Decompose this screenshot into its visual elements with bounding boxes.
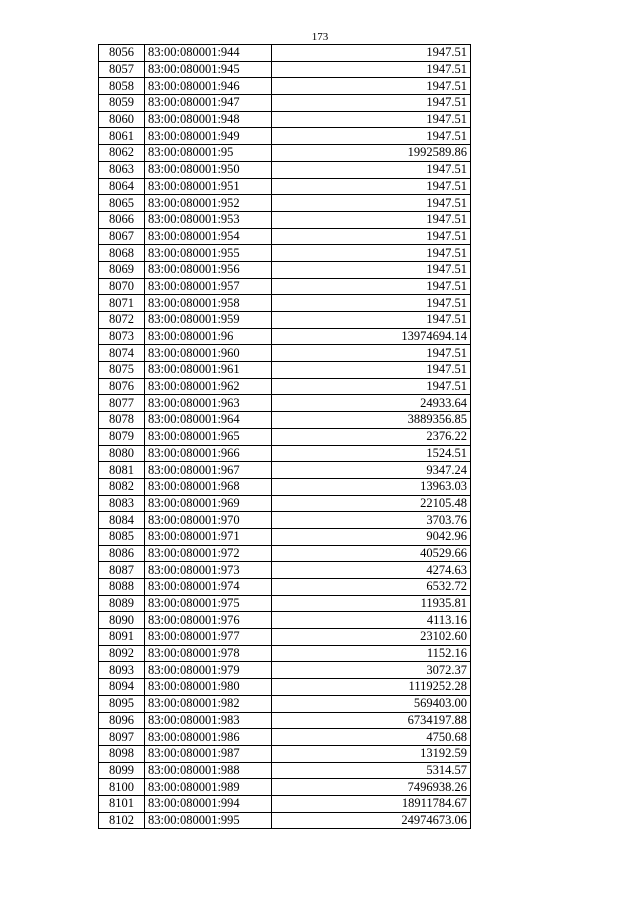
row-number-cell: 8068: [99, 245, 145, 262]
row-number-cell: 8064: [99, 178, 145, 195]
cadastral-value-cell: 24933.64: [272, 395, 471, 412]
row-number-cell: 8086: [99, 545, 145, 562]
row-number-cell: 8067: [99, 228, 145, 245]
cadastral-value-cell: 1119252.28: [272, 679, 471, 696]
cadastral-number-cell: 83:00:080001:987: [145, 745, 272, 762]
row-number-cell: 8081: [99, 462, 145, 479]
cadastral-number-cell: 83:00:080001:953: [145, 211, 272, 228]
cadastral-number-cell: 83:00:080001:988: [145, 762, 272, 779]
row-number-cell: 8063: [99, 161, 145, 178]
cadastral-value-cell: 6734197.88: [272, 712, 471, 729]
table-row: [99, 145, 471, 162]
row-number-cell: 8075: [99, 362, 145, 379]
cadastral-number-cell: 83:00:080001:967: [145, 462, 272, 479]
table-row: [99, 195, 471, 212]
cadastral-value-table: [98, 44, 471, 829]
cadastral-value-cell: 9042.96: [272, 528, 471, 545]
cadastral-value-cell: 4113.16: [272, 612, 471, 629]
table-row: [99, 729, 471, 746]
cadastral-number-cell: 83:00:080001:995: [145, 812, 272, 829]
cadastral-value-cell: 1152.16: [272, 645, 471, 662]
row-number-cell: 8088: [99, 579, 145, 596]
table-row: [99, 579, 471, 596]
row-number-cell: 8073: [99, 328, 145, 345]
cadastral-value-cell: 1947.51: [272, 161, 471, 178]
row-number-cell: 8066: [99, 211, 145, 228]
cadastral-value-cell: 3889356.85: [272, 412, 471, 429]
row-number-cell: 8078: [99, 412, 145, 429]
cadastral-value-cell: 7496938.26: [272, 779, 471, 796]
table-row: [99, 562, 471, 579]
row-number-cell: 8061: [99, 128, 145, 145]
cadastral-value-cell: 6532.72: [272, 579, 471, 596]
row-number-cell: 8060: [99, 111, 145, 128]
cadastral-value-cell: 1947.51: [272, 362, 471, 379]
page-number: 173: [311, 31, 329, 43]
table-row: [99, 378, 471, 395]
table-row: [99, 412, 471, 429]
cadastral-number-cell: 83:00:080001:946: [145, 78, 272, 95]
cadastral-number-cell: 83:00:080001:954: [145, 228, 272, 245]
cadastral-number-cell: 83:00:080001:948: [145, 111, 272, 128]
table-row: [99, 362, 471, 379]
cadastral-value-cell: 11935.81: [272, 595, 471, 612]
cadastral-value-cell: 1947.51: [272, 278, 471, 295]
cadastral-number-cell: 83:00:080001:963: [145, 395, 272, 412]
row-number-cell: 8092: [99, 645, 145, 662]
row-number-cell: 8087: [99, 562, 145, 579]
cadastral-number-cell: 83:00:080001:964: [145, 412, 272, 429]
table-row: [99, 662, 471, 679]
cadastral-value-cell: 1947.51: [272, 195, 471, 212]
cadastral-value-cell: 22105.48: [272, 495, 471, 512]
cadastral-value-cell: 1947.51: [272, 61, 471, 78]
cadastral-number-cell: 83:00:080001:994: [145, 795, 272, 812]
row-number-cell: 8096: [99, 712, 145, 729]
cadastral-number-cell: 83:00:080001:973: [145, 562, 272, 579]
table-row: [99, 261, 471, 278]
cadastral-value-cell: 1947.51: [272, 111, 471, 128]
cadastral-number-cell: 83:00:080001:974: [145, 579, 272, 596]
row-number-cell: 8094: [99, 679, 145, 696]
table-row: [99, 278, 471, 295]
cadastral-value-cell: 1947.51: [272, 312, 471, 329]
cadastral-value-cell: 23102.60: [272, 629, 471, 646]
table-row: [99, 345, 471, 362]
table-row: [99, 612, 471, 629]
cadastral-value-cell: 1947.51: [272, 378, 471, 395]
table-row: [99, 45, 471, 62]
cadastral-value-cell: 4274.63: [272, 562, 471, 579]
cadastral-value-cell: 1947.51: [272, 45, 471, 62]
row-number-cell: 8090: [99, 612, 145, 629]
cadastral-value-cell: 3703.76: [272, 512, 471, 529]
cadastral-value-cell: 569403.00: [272, 695, 471, 712]
cadastral-value-cell: 13192.59: [272, 745, 471, 762]
cadastral-number-cell: 83:00:080001:952: [145, 195, 272, 212]
cadastral-number-cell: 83:00:080001:972: [145, 545, 272, 562]
cadastral-number-cell: 83:00:080001:969: [145, 495, 272, 512]
table-row: [99, 428, 471, 445]
table-row: [99, 295, 471, 312]
cadastral-number-cell: 83:00:080001:980: [145, 679, 272, 696]
cadastral-number-cell: 83:00:080001:958: [145, 295, 272, 312]
row-number-cell: 8091: [99, 629, 145, 646]
cadastral-number-cell: 83:00:080001:977: [145, 629, 272, 646]
table-row: [99, 245, 471, 262]
table-row: [99, 745, 471, 762]
table-row: [99, 61, 471, 78]
row-number-cell: 8059: [99, 95, 145, 112]
cadastral-value-cell: 1947.51: [272, 261, 471, 278]
cadastral-number-cell: 83:00:080001:947: [145, 95, 272, 112]
cadastral-number-cell: 83:00:080001:986: [145, 729, 272, 746]
cadastral-number-cell: 83:00:080001:960: [145, 345, 272, 362]
cadastral-number-cell: 83:00:080001:96: [145, 328, 272, 345]
cadastral-number-cell: 83:00:080001:966: [145, 445, 272, 462]
table-row: [99, 95, 471, 112]
table-row: [99, 211, 471, 228]
row-number-cell: 8057: [99, 61, 145, 78]
table-row: [99, 795, 471, 812]
cadastral-value-cell: 1947.51: [272, 295, 471, 312]
row-number-cell: 8074: [99, 345, 145, 362]
cadastral-value-cell: 3072.37: [272, 662, 471, 679]
table-row: [99, 695, 471, 712]
cadastral-number-cell: 83:00:080001:961: [145, 362, 272, 379]
row-number-cell: 8062: [99, 145, 145, 162]
row-number-cell: 8065: [99, 195, 145, 212]
cadastral-number-cell: 83:00:080001:965: [145, 428, 272, 445]
cadastral-value-cell: 1947.51: [272, 211, 471, 228]
table-row: [99, 645, 471, 662]
cadastral-number-cell: 83:00:080001:982: [145, 695, 272, 712]
row-number-cell: 8084: [99, 512, 145, 529]
cadastral-number-cell: 83:00:080001:95: [145, 145, 272, 162]
cadastral-number-cell: 83:00:080001:979: [145, 662, 272, 679]
table-row: [99, 495, 471, 512]
table-row: [99, 328, 471, 345]
row-number-cell: 8069: [99, 261, 145, 278]
cadastral-value-cell: 40529.66: [272, 545, 471, 562]
row-number-cell: 8071: [99, 295, 145, 312]
row-number-cell: 8100: [99, 779, 145, 796]
cadastral-value-cell: 1947.51: [272, 345, 471, 362]
table-row: [99, 629, 471, 646]
cadastral-value-cell: 4750.68: [272, 729, 471, 746]
table-row: [99, 762, 471, 779]
table-row: [99, 679, 471, 696]
cadastral-value-cell: 1947.51: [272, 228, 471, 245]
cadastral-number-cell: 83:00:080001:956: [145, 261, 272, 278]
cadastral-number-cell: 83:00:080001:976: [145, 612, 272, 629]
table-row: [99, 445, 471, 462]
table-row: [99, 228, 471, 245]
table-body: [99, 45, 471, 829]
cadastral-value-cell: 18911784.67: [272, 795, 471, 812]
table-row: [99, 712, 471, 729]
cadastral-number-cell: 83:00:080001:955: [145, 245, 272, 262]
cadastral-value-cell: 9347.24: [272, 462, 471, 479]
cadastral-value-cell: 1992589.86: [272, 145, 471, 162]
cadastral-number-cell: 83:00:080001:978: [145, 645, 272, 662]
row-number-cell: 8095: [99, 695, 145, 712]
row-number-cell: 8089: [99, 595, 145, 612]
table-row: [99, 478, 471, 495]
row-number-cell: 8082: [99, 478, 145, 495]
cadastral-number-cell: 83:00:080001:971: [145, 528, 272, 545]
cadastral-value-cell: 1947.51: [272, 178, 471, 195]
table-row: [99, 779, 471, 796]
cadastral-number-cell: 83:00:080001:962: [145, 378, 272, 395]
table-row: [99, 545, 471, 562]
row-number-cell: 8080: [99, 445, 145, 462]
cadastral-value-cell: 13963.03: [272, 478, 471, 495]
row-number-cell: 8101: [99, 795, 145, 812]
cadastral-number-cell: 83:00:080001:950: [145, 161, 272, 178]
row-number-cell: 8079: [99, 428, 145, 445]
cadastral-value-cell: 1947.51: [272, 245, 471, 262]
table-row: [99, 128, 471, 145]
cadastral-value-cell: 2376.22: [272, 428, 471, 445]
row-number-cell: 8072: [99, 312, 145, 329]
cadastral-value-cell: 1947.51: [272, 95, 471, 112]
table-row: [99, 178, 471, 195]
row-number-cell: 8056: [99, 45, 145, 62]
table-row: [99, 111, 471, 128]
cadastral-number-cell: 83:00:080001:957: [145, 278, 272, 295]
cadastral-number-cell: 83:00:080001:989: [145, 779, 272, 796]
cadastral-number-cell: 83:00:080001:949: [145, 128, 272, 145]
row-number-cell: 8099: [99, 762, 145, 779]
table-row: [99, 78, 471, 95]
cadastral-number-cell: 83:00:080001:944: [145, 45, 272, 62]
table-row: [99, 312, 471, 329]
row-number-cell: 8070: [99, 278, 145, 295]
row-number-cell: 8077: [99, 395, 145, 412]
cadastral-value-cell: 1947.51: [272, 78, 471, 95]
table-row: [99, 512, 471, 529]
cadastral-number-cell: 83:00:080001:968: [145, 478, 272, 495]
cadastral-value-cell: 13974694.14: [272, 328, 471, 345]
cadastral-number-cell: 83:00:080001:970: [145, 512, 272, 529]
cadastral-value-cell: 5314.57: [272, 762, 471, 779]
cadastral-number-cell: 83:00:080001:945: [145, 61, 272, 78]
cadastral-value-cell: 1524.51: [272, 445, 471, 462]
cadastral-number-cell: 83:00:080001:959: [145, 312, 272, 329]
row-number-cell: 8085: [99, 528, 145, 545]
row-number-cell: 8102: [99, 812, 145, 829]
table-row: [99, 395, 471, 412]
row-number-cell: 8097: [99, 729, 145, 746]
table-row: [99, 595, 471, 612]
row-number-cell: 8093: [99, 662, 145, 679]
cadastral-number-cell: 83:00:080001:951: [145, 178, 272, 195]
table-row: [99, 812, 471, 829]
row-number-cell: 8076: [99, 378, 145, 395]
table-row: [99, 462, 471, 479]
table-row: [99, 161, 471, 178]
row-number-cell: 8098: [99, 745, 145, 762]
table-row: [99, 528, 471, 545]
cadastral-value-cell: 24974673.06: [272, 812, 471, 829]
cadastral-number-cell: 83:00:080001:983: [145, 712, 272, 729]
row-number-cell: 8058: [99, 78, 145, 95]
cadastral-number-cell: 83:00:080001:975: [145, 595, 272, 612]
row-number-cell: 8083: [99, 495, 145, 512]
cadastral-value-cell: 1947.51: [272, 128, 471, 145]
